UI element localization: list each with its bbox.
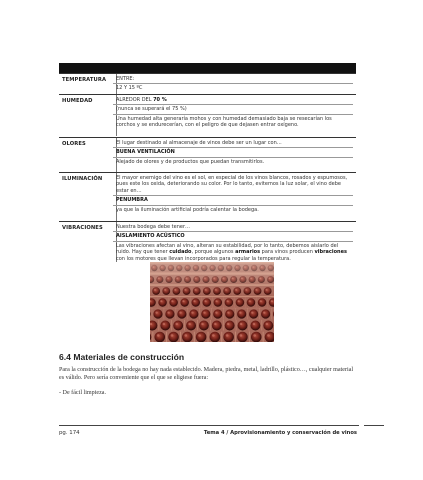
row-label: ILUMINACIÓN <box>62 176 103 182</box>
cell: Alejado de olores y de productos que puedan transmitirlos. <box>116 158 265 165</box>
cell-heading: BUENA VENTILACIÓN <box>113 148 353 157</box>
cell-bold-text: armarios <box>235 249 261 256</box>
cell: Una humedad alta generaría mohos y con humedad demasiado baja se resecarían los corchos y se endurecerían, con el peligro de que dejasen entrar oxígeno. <box>116 115 332 129</box>
table-row <box>59 137 356 172</box>
row-content <box>113 75 353 93</box>
cell: El lugar destinado al almacenaje de vinos debe ser un lugar con… <box>113 139 353 148</box>
cell-bold-text: cuidado <box>169 249 192 256</box>
cell-text: con los motores que llevan incorporados para regular la temperatura. <box>116 255 291 262</box>
cell-heading: AISLAMIENTO ACÚSTICO <box>113 232 353 241</box>
footer-rule-short <box>364 425 384 426</box>
row-content <box>113 139 353 166</box>
cell: El mayor enemigo del vino es el sol, en especial de los vinos blancos, rosados y espumosos, pues este los oxida, deteriorando su color. Por lo tanto, evitemos la luz solar, el vino debe estar en… <box>113 174 353 196</box>
cell: ya que la iluminación artificial podría calentar la bodega. <box>116 206 259 213</box>
bullet-list <box>59 390 106 396</box>
cell-bold-text: 70 % <box>153 97 167 103</box>
wine-bottle-rack-image <box>150 262 274 342</box>
cell-bold-text: vibraciones <box>314 249 347 256</box>
cell-text: para vinos producen <box>260 249 315 256</box>
row-content <box>113 96 353 130</box>
cell-text: Las vibraciones afectan al vino, alteran su estabilidad, por lo tanto, debemos aislarlo del ruido. Hay que tener <box>116 242 339 256</box>
cell: ENTRE: <box>113 75 353 84</box>
wine-cellar-photo <box>150 262 274 342</box>
cell: (nunca se superará el 75 %) <box>113 105 353 114</box>
cell <box>113 242 353 263</box>
table-row <box>59 172 356 221</box>
table-row <box>59 221 356 262</box>
table-header-bar <box>59 63 356 73</box>
section-title: 6.4 Materiales de construcción <box>59 352 185 362</box>
row-label: HUMEDAD <box>62 98 93 104</box>
list-item: - De fácil limpieza. <box>59 390 107 396</box>
cell-heading: PENUMBRA <box>113 196 353 205</box>
row-label: VIBRACIONES <box>62 225 103 231</box>
cell: 12 Y 15 ºC <box>116 85 143 92</box>
cell <box>113 96 353 105</box>
cell-text: ALREDOR DEL <box>116 97 154 103</box>
row-label: OLORES <box>62 141 86 147</box>
row-content <box>113 223 353 263</box>
table-row <box>59 73 356 94</box>
row-content <box>113 174 353 214</box>
row-label: TEMPERATURA <box>62 77 107 83</box>
table-row <box>59 94 356 136</box>
page-number: pg. 174 <box>59 430 80 436</box>
cell: Nuestra bodega debe tener… <box>113 223 353 232</box>
chapter-title: Tema 4 / Aprovisionamiento y conservación de vinos <box>203 430 357 436</box>
section-paragraph: Para la construcción de la bodega no hay nada establecido. Madera, piedra, metal, ladrillo, plástico…, cualquier material es válido. Pero sería conveniente que el que se eligiese fuera: <box>59 367 354 381</box>
footer-rule <box>59 425 359 426</box>
cell-text: , porque algunos <box>191 249 236 256</box>
